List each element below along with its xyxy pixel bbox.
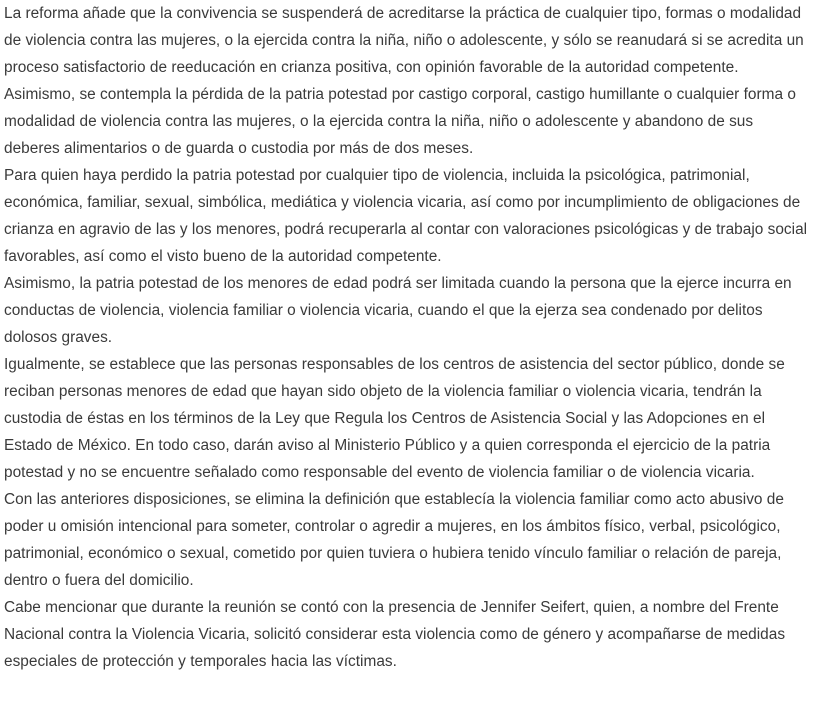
paragraph-centros-asistencia: Igualmente, se establece que las personas responsables de los centros de asistencia del sector público, donde se reciban personas menores de edad que hayan sido objeto de la violencia familiar o violencia vicaria, tendrán la custodia de éstas en los términos de la Ley que Regula los Centros de Asistencia Social y las Adopciones en el Estado de México. En todo caso, darán aviso al Ministerio Público y a quien corresponda el ejercicio de la patria potestad y no se encuentre señalado como responsable del evento de violencia familiar o de violencia vicaria.: [4, 356, 785, 481]
paragraph-convivencia: La reforma añade que la convivencia se suspenderá de acreditarse la práctica de cualquier tipo, formas o modalidad de violencia contra las mujeres, o la ejercida contra la niña, niño o adolescente, y sólo se reanudará si se acredita un proceso satisfactorio de reeducación en crianza positiva, con opinión favorable de la autoridad competente.: [4, 5, 804, 76]
paragraph-jennifer-seifert: Cabe mencionar que durante la reunión se contó con la presencia de Jennifer Seifert, quien, a nombre del Frente Nacional contra la Violencia Vicaria, solicitó considerar esta violencia como de género y acompañarse de medidas especiales de protección y temporales hacia las víctimas.: [4, 599, 786, 670]
paragraph-recuperacion-patria-potestad: Para quien haya perdido la patria potestad por cualquier tipo de violencia, incluida la psicológica, patrimonial, económica, familiar, sexual, simbólica, mediática y violencia vicaria, así como por incumplimiento de obligaciones de crianza en agravio de las y los menores, podrá recuperarla al contar con valoraciones psicológicas y de trabajo social favorables, así como el visto bueno de la autoridad competente.: [4, 167, 808, 265]
paragraph-definicion-violencia-familiar: Con las anteriores disposiciones, se elimina la definición que establecía la violencia familiar como acto abusivo de poder u omisión intencional para someter, controlar o agredir a mujeres, en los ámbitos físico, verbal, psicológico, patrimonial, económico o sexual, cometido por quien tuviera o hubiera tenido vínculo familiar o relación de pareja, dentro o fuera del domicilio.: [4, 491, 784, 589]
paragraph-perdida-patria-potestad: Asimismo, se contempla la pérdida de la patria potestad por castigo corporal, castigo humillante o cualquier forma o modalidad de violencia contra las mujeres, o la ejercida contra la niña, niño o adolescente y abandono de sus deberes alimentarios o de guarda o custodia por más de dos meses.: [4, 86, 796, 157]
paragraph-limitacion-patria-potestad: Asimismo, la patria potestad de los menores de edad podrá ser limitada cuando la persona que la ejerce incurra en conductas de violencia, violencia familiar o violencia vicaria, cuando el que la ejerza sea condenado por delitos dolosos graves.: [4, 275, 792, 346]
